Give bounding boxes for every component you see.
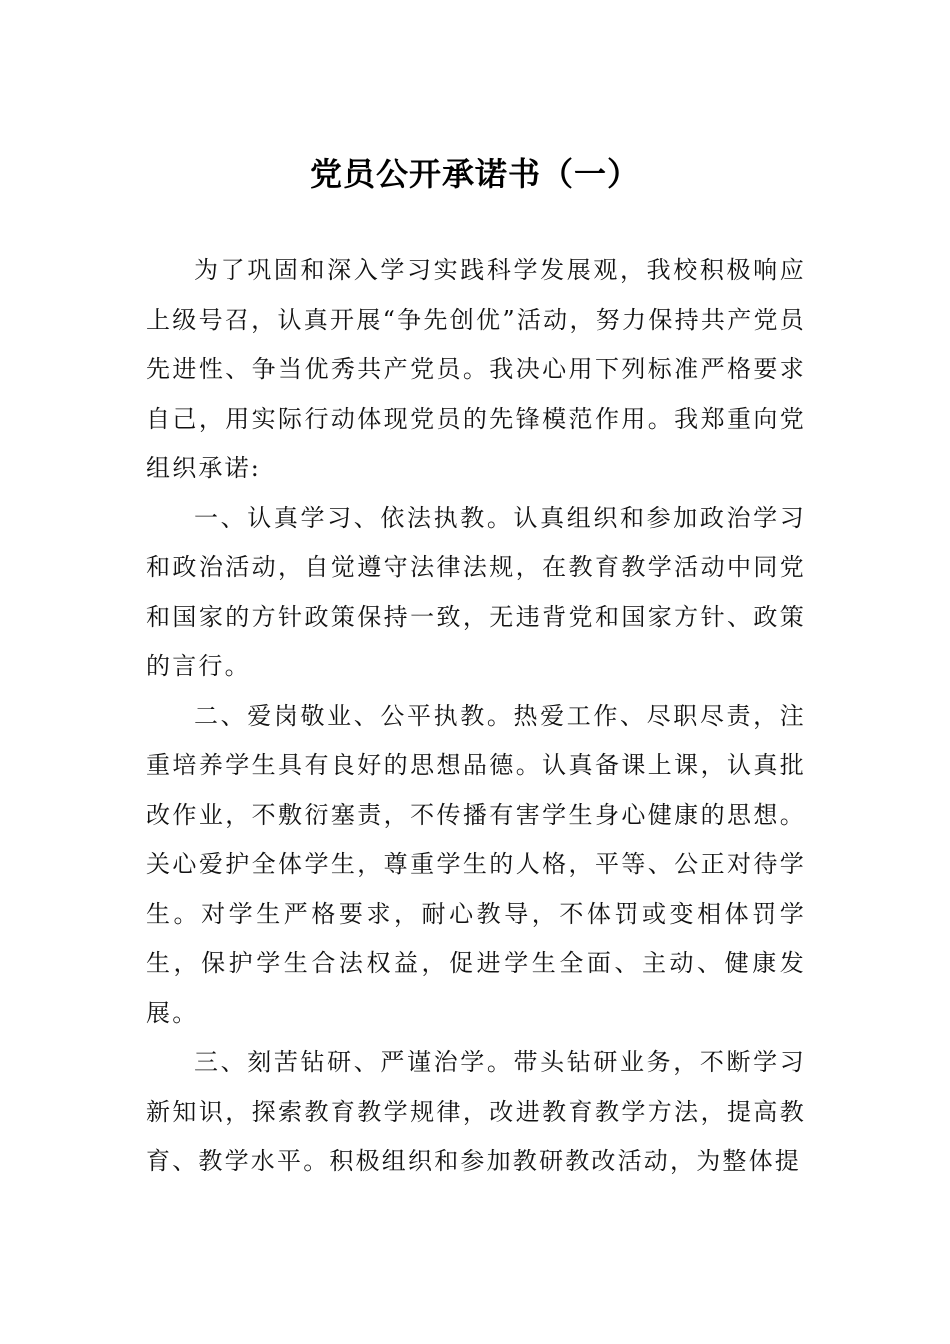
document-title: 党员公开承诺书（一） [309, 155, 640, 193]
paragraph-intro: 为了巩固和深入学习实践科学发展观，我校积极响应上级号召，认真开展“争先创优”活动，努力保持共产党员先进性、争当优秀共产党员。我决心用下列标准严格要求自己，用实际行动体现党员的先锋模范作用。我郑重向党组织承诺: [146, 256, 806, 482]
paragraph-commitment-3: 三、刻苦钻研、严谨治学。带头钻研业务，不断学习新知识，探索教育教学规律，改进教育教学方法，提高教育、教学水平。积极组织和参加教研教改活动，为整体提 [146, 1048, 806, 1175]
paragraph-commitment-1: 一、认真学习、依法执教。认真组织和参加政治学习和政治活动，自觉遵守法律法规，在教育教学活动中同党和国家的方针政策保持一致，无违背党和国家方针、政策的言行。 [146, 503, 806, 680]
paragraph-commitment-2: 二、爱岗敬业、公平执教。热爱工作、尽职尽责，注重培养学生具有良好的思想品德。认真备课上课，认真批改作业，不敷衍塞责，不传播有害学生身心健康的思想。关心爱护全体学生，尊重学生的人格，平等、公正对待学生。对学生严格要求，耐心教导，不体罚或变相体罚学生，保护学生合法权益，促进学生全面、主动、健康发展。 [146, 701, 806, 1027]
document-body [146, 246, 806, 1187]
